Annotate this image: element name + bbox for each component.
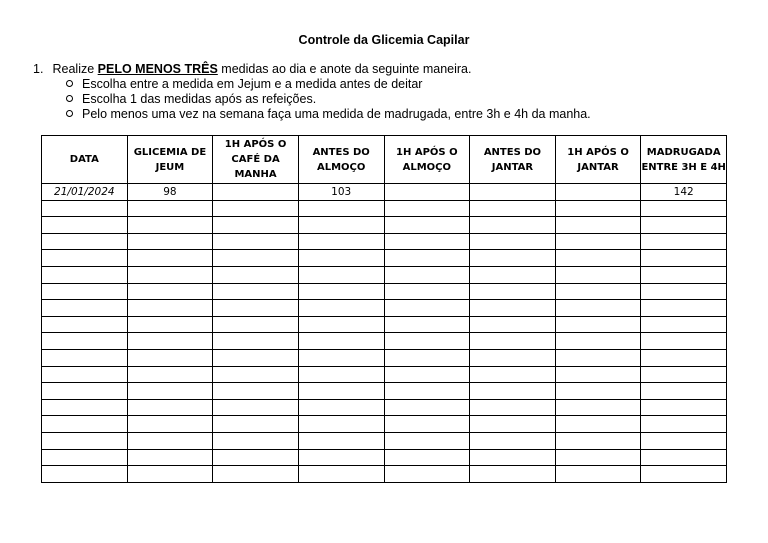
cell-after-breakfast[interactable] <box>213 233 299 250</box>
cell-after-dinner[interactable] <box>555 316 641 333</box>
cell-fasting[interactable] <box>127 300 213 317</box>
cell-date[interactable] <box>42 266 128 283</box>
cell-after-dinner[interactable] <box>555 200 641 217</box>
cell-after-breakfast[interactable] <box>213 266 299 283</box>
table-row <box>42 416 727 433</box>
cell-date[interactable] <box>42 416 128 433</box>
cell-fasting[interactable] <box>127 416 213 433</box>
cell-after-dinner[interactable] <box>555 266 641 283</box>
table-row <box>42 466 727 483</box>
cell-overnight[interactable] <box>641 217 727 234</box>
cell-date[interactable] <box>42 333 128 350</box>
table-row <box>42 333 727 350</box>
cell-before-lunch[interactable] <box>298 250 384 267</box>
table-row <box>42 349 727 366</box>
table-row <box>42 432 727 449</box>
cell-overnight[interactable] <box>641 200 727 217</box>
cell-before-dinner[interactable] <box>470 300 556 317</box>
cell-overnight[interactable] <box>641 266 727 283</box>
table-row <box>42 233 727 250</box>
cell-overnight[interactable]: 142 <box>641 184 727 201</box>
table-row <box>42 399 727 416</box>
table-row <box>42 283 727 300</box>
cell-after-lunch[interactable] <box>384 466 470 483</box>
page-title: Controle da Glicemia Capilar <box>298 33 470 47</box>
cell-after-breakfast[interactable] <box>213 316 299 333</box>
cell-after-dinner[interactable] <box>555 466 641 483</box>
cell-after-dinner[interactable] <box>555 217 641 234</box>
cell-before-lunch[interactable] <box>298 416 384 433</box>
cell-after-dinner[interactable] <box>555 333 641 350</box>
cell-after-lunch[interactable] <box>384 366 470 383</box>
cell-after-breakfast[interactable] <box>213 432 299 449</box>
cell-after-dinner[interactable] <box>555 300 641 317</box>
instruction-bullet <box>66 92 591 107</box>
cell-fasting[interactable] <box>127 250 213 267</box>
cell-before-lunch[interactable]: 103 <box>298 184 384 201</box>
cell-after-dinner[interactable] <box>555 349 641 366</box>
cell-before-dinner[interactable] <box>470 233 556 250</box>
cell-after-breakfast[interactable] <box>213 383 299 400</box>
cell-after-breakfast[interactable] <box>213 366 299 383</box>
cell-date[interactable] <box>42 200 128 217</box>
glucose-log-table <box>41 135 727 483</box>
cell-before-dinner[interactable] <box>470 366 556 383</box>
cell-fasting[interactable] <box>127 366 213 383</box>
cell-date[interactable] <box>42 316 128 333</box>
cell-after-lunch[interactable] <box>384 184 470 201</box>
cell-after-lunch[interactable] <box>384 432 470 449</box>
cell-after-dinner[interactable] <box>555 449 641 466</box>
cell-before-dinner[interactable] <box>470 217 556 234</box>
cell-before-lunch[interactable] <box>298 266 384 283</box>
cell-after-dinner[interactable] <box>555 366 641 383</box>
cell-after-breakfast[interactable] <box>213 300 299 317</box>
cell-after-breakfast[interactable] <box>213 416 299 433</box>
cell-before-lunch[interactable] <box>298 283 384 300</box>
table-row <box>42 217 727 234</box>
cell-date[interactable] <box>42 283 128 300</box>
cell-before-dinner[interactable] <box>470 200 556 217</box>
cell-overnight[interactable] <box>641 250 727 267</box>
table-row <box>42 366 727 383</box>
cell-after-dinner[interactable] <box>555 233 641 250</box>
cell-overnight[interactable] <box>641 449 727 466</box>
header-after-breakfast: 1H APÓS O CAFÉ DA MANHA <box>213 136 299 184</box>
cell-after-lunch[interactable] <box>384 316 470 333</box>
instruction-intro-after: medidas ao dia e anote da seguinte maneira. <box>221 62 472 76</box>
cell-before-lunch[interactable] <box>298 349 384 366</box>
cell-after-breakfast[interactable] <box>213 184 299 201</box>
cell-fasting[interactable] <box>127 316 213 333</box>
cell-overnight[interactable] <box>641 399 727 416</box>
instruction-main <box>33 62 591 77</box>
cell-date[interactable] <box>42 217 128 234</box>
cell-overnight[interactable] <box>641 233 727 250</box>
header-before-lunch: ANTES DO ALMOÇO <box>298 136 384 184</box>
cell-fasting[interactable] <box>127 233 213 250</box>
cell-before-lunch[interactable] <box>298 432 384 449</box>
cell-before-lunch[interactable] <box>298 217 384 234</box>
cell-before-dinner[interactable] <box>470 316 556 333</box>
cell-after-lunch[interactable] <box>384 233 470 250</box>
cell-fasting[interactable] <box>127 449 213 466</box>
cell-before-dinner[interactable] <box>470 266 556 283</box>
cell-fasting[interactable] <box>127 333 213 350</box>
cell-overnight[interactable] <box>641 416 727 433</box>
cell-date[interactable]: 21/01/2024 <box>42 184 128 201</box>
instruction-number: 1. <box>33 62 44 76</box>
cell-after-breakfast[interactable] <box>213 283 299 300</box>
cell-fasting[interactable] <box>127 383 213 400</box>
instruction-bullet-text: Escolha 1 das medidas após as refeições. <box>82 92 317 106</box>
cell-after-lunch[interactable] <box>384 283 470 300</box>
cell-overnight[interactable] <box>641 283 727 300</box>
cell-after-lunch[interactable] <box>384 200 470 217</box>
cell-date[interactable] <box>42 399 128 416</box>
cell-before-dinner[interactable] <box>470 333 556 350</box>
cell-after-lunch[interactable] <box>384 300 470 317</box>
cell-fasting[interactable] <box>127 399 213 416</box>
instruction-bullet-text: Escolha entre a medida em Jejum e a medida antes de deitar <box>82 77 423 91</box>
cell-after-dinner[interactable] <box>555 416 641 433</box>
table-row <box>42 184 727 201</box>
table-row <box>42 200 727 217</box>
cell-before-dinner[interactable] <box>470 432 556 449</box>
cell-before-lunch[interactable] <box>298 449 384 466</box>
cell-date[interactable] <box>42 366 128 383</box>
cell-overnight[interactable] <box>641 349 727 366</box>
instruction-intro-before: Realize <box>52 62 95 76</box>
cell-before-dinner[interactable] <box>470 250 556 267</box>
cell-after-dinner[interactable] <box>555 399 641 416</box>
cell-before-dinner[interactable] <box>470 466 556 483</box>
cell-before-lunch[interactable] <box>298 399 384 416</box>
cell-after-breakfast[interactable] <box>213 333 299 350</box>
header-overnight: MADRUGADA ENTRE 3H E 4H <box>641 136 727 184</box>
cell-overnight[interactable] <box>641 316 727 333</box>
cell-after-breakfast[interactable] <box>213 399 299 416</box>
cell-before-lunch[interactable] <box>298 300 384 317</box>
cell-overnight[interactable] <box>641 432 727 449</box>
cell-after-dinner[interactable] <box>555 184 641 201</box>
cell-before-dinner[interactable] <box>470 399 556 416</box>
cell-after-lunch[interactable] <box>384 349 470 366</box>
header-after-lunch: 1H APÓS O ALMOÇO <box>384 136 470 184</box>
cell-before-lunch[interactable] <box>298 316 384 333</box>
cell-before-dinner[interactable] <box>470 283 556 300</box>
cell-overnight[interactable] <box>641 366 727 383</box>
circle-bullet-icon <box>66 110 73 117</box>
cell-before-dinner[interactable] <box>470 349 556 366</box>
cell-after-breakfast[interactable] <box>213 466 299 483</box>
cell-overnight[interactable] <box>641 333 727 350</box>
instructions <box>33 62 591 122</box>
cell-before-dinner[interactable] <box>470 416 556 433</box>
table-row <box>42 316 727 333</box>
cell-date[interactable] <box>42 349 128 366</box>
cell-fasting[interactable] <box>127 266 213 283</box>
cell-before-lunch[interactable] <box>298 200 384 217</box>
header-fasting: GLICEMIA DE JEUM <box>127 136 213 184</box>
cell-date[interactable] <box>42 466 128 483</box>
header-after-dinner: 1H APÓS O JANTAR <box>555 136 641 184</box>
cell-date[interactable] <box>42 233 128 250</box>
cell-after-dinner[interactable] <box>555 432 641 449</box>
cell-after-lunch[interactable] <box>384 217 470 234</box>
cell-after-breakfast[interactable] <box>213 449 299 466</box>
cell-after-lunch[interactable] <box>384 250 470 267</box>
cell-before-lunch[interactable] <box>298 233 384 250</box>
cell-before-dinner[interactable] <box>470 449 556 466</box>
table-row <box>42 300 727 317</box>
cell-fasting[interactable]: 98 <box>127 184 213 201</box>
cell-fasting[interactable] <box>127 283 213 300</box>
cell-fasting[interactable] <box>127 466 213 483</box>
cell-after-breakfast[interactable] <box>213 200 299 217</box>
table-row <box>42 449 727 466</box>
cell-after-dinner[interactable] <box>555 283 641 300</box>
circle-bullet-icon <box>66 80 73 87</box>
cell-before-lunch[interactable] <box>298 466 384 483</box>
circle-bullet-icon <box>66 95 73 102</box>
cell-fasting[interactable] <box>127 432 213 449</box>
cell-fasting[interactable] <box>127 349 213 366</box>
cell-after-dinner[interactable] <box>555 250 641 267</box>
table-row <box>42 383 727 400</box>
cell-after-lunch[interactable] <box>384 399 470 416</box>
instruction-bullet <box>66 77 591 92</box>
header-before-dinner: ANTES DO JANTAR <box>470 136 556 184</box>
cell-fasting[interactable] <box>127 217 213 234</box>
cell-fasting[interactable] <box>127 200 213 217</box>
cell-overnight[interactable] <box>641 383 727 400</box>
cell-after-lunch[interactable] <box>384 416 470 433</box>
cell-date[interactable] <box>42 300 128 317</box>
cell-before-lunch[interactable] <box>298 333 384 350</box>
cell-before-lunch[interactable] <box>298 383 384 400</box>
cell-date[interactable] <box>42 432 128 449</box>
cell-before-dinner[interactable] <box>470 184 556 201</box>
cell-after-lunch[interactable] <box>384 449 470 466</box>
table-header-row <box>42 136 727 184</box>
cell-overnight[interactable] <box>641 300 727 317</box>
cell-after-breakfast[interactable] <box>213 349 299 366</box>
cell-date[interactable] <box>42 449 128 466</box>
cell-after-dinner[interactable] <box>555 383 641 400</box>
cell-after-breakfast[interactable] <box>213 250 299 267</box>
cell-after-lunch[interactable] <box>384 333 470 350</box>
cell-overnight[interactable] <box>641 466 727 483</box>
cell-date[interactable] <box>42 250 128 267</box>
cell-before-dinner[interactable] <box>470 383 556 400</box>
table-row <box>42 250 727 267</box>
instruction-emphasis: PELO MENOS TRÊS <box>97 62 218 76</box>
table-row <box>42 266 727 283</box>
header-date: DATA <box>42 136 128 184</box>
cell-date[interactable] <box>42 383 128 400</box>
cell-before-lunch[interactable] <box>298 366 384 383</box>
instruction-bullet-text: Pelo menos uma vez na semana faça uma medida de madrugada, entre 3h e 4h da manha. <box>82 107 591 121</box>
cell-after-lunch[interactable] <box>384 383 470 400</box>
instruction-bullet <box>66 107 591 122</box>
cell-after-breakfast[interactable] <box>213 217 299 234</box>
cell-after-lunch[interactable] <box>384 266 470 283</box>
